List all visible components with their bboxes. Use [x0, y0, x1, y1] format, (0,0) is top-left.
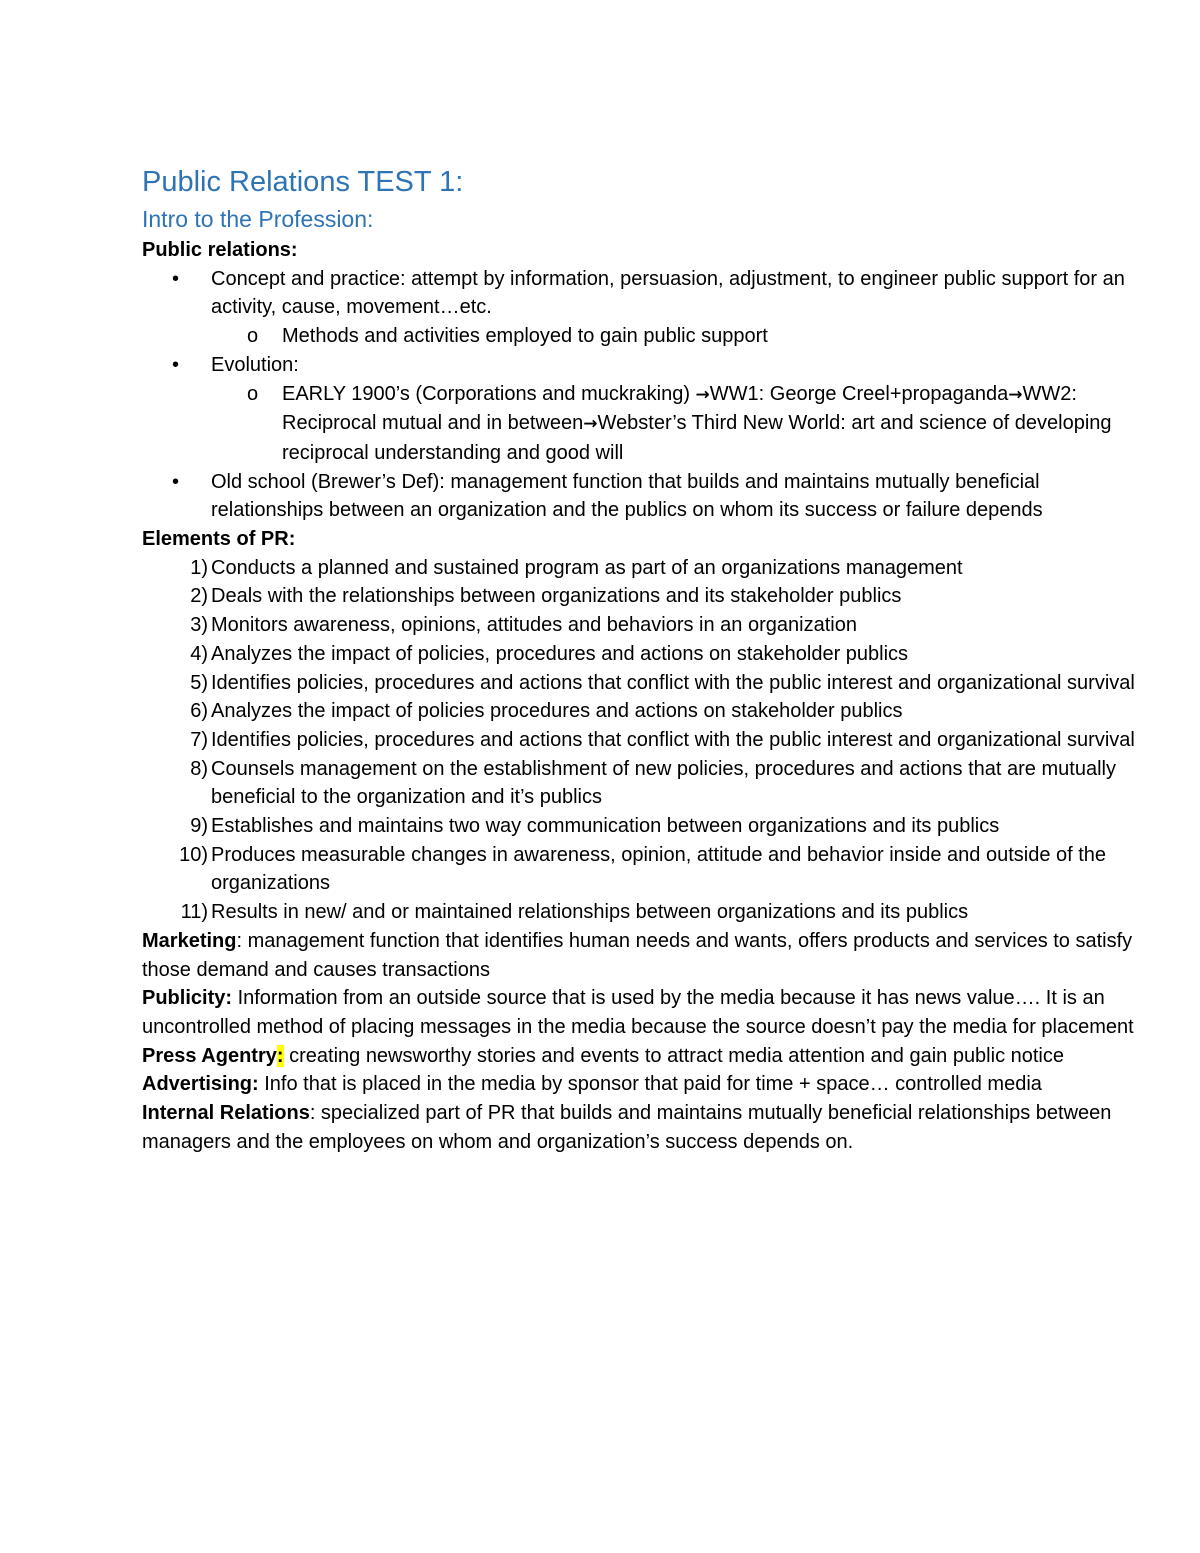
definition-advertising — [142, 1070, 1142, 1099]
evolution-text: WW2: Reciprocal mutual and in between — [282, 382, 1077, 435]
evolution-text: WW1: George Creel+propaganda — [709, 382, 1009, 405]
item-text: Identifies policies, procedures and actions that conflict with the public interest and organizational survival — [211, 728, 1135, 751]
document-title: Public Relations TEST 1: — [142, 166, 464, 198]
bullet-icon: • — [172, 267, 180, 290]
arrow-icon: → — [695, 384, 710, 405]
definition-text: Information from an outside source that is used by the media because it has news value…. It is an uncontrolled method of placing messages in the media because the source doesn’t pay the media for placement — [142, 987, 1134, 1038]
item-text: Conducts a planned and sustained program as part of an organizations management — [211, 556, 963, 579]
list-item — [142, 351, 1142, 380]
evolution-text: EARLY 1900’s (Corporations and muckraking) — [282, 382, 696, 405]
section-heading: Intro to the Profession: — [142, 206, 374, 232]
definition-text: specialized part of PR that builds and maintains mutually beneficial relationships between managers and the employees on whom and organization’s success depends on. — [142, 1102, 1112, 1153]
item-number: 7) — [190, 728, 208, 751]
evolution-text: Webster’s Third New World: art and science of developing reciprocal understanding and good will — [282, 412, 1112, 464]
item-text: Analyzes the impact of policies procedures and actions on stakeholder publics — [211, 700, 903, 723]
numbered-item — [142, 697, 1142, 726]
sub-bullet-icon: o — [247, 325, 259, 348]
list-item-text: Evolution: — [211, 353, 299, 376]
definition-text: creating newsworthy stories and events to attract media attention and gain public notice — [283, 1044, 1064, 1067]
item-number: 10) — [179, 843, 208, 866]
item-text: Establishes and maintains two way communication between organizations and its publics — [211, 815, 1000, 838]
definition-publicity — [142, 984, 1142, 1041]
item-text: Counsels management on the establishment of new policies, procedures and actions that are mutually beneficial to the organization and it’s publics — [211, 757, 1116, 809]
definition-colon: : — [236, 929, 243, 952]
item-number: 9) — [190, 815, 208, 838]
item-text: Identifies policies, procedures and actions that conflict with the public interest and organizational survival — [211, 671, 1135, 694]
item-text: Deals with the relationships between organizations and its stakeholder publics — [211, 585, 902, 608]
item-text: Monitors awareness, opinions, attitudes and behaviors in an organization — [211, 614, 857, 637]
list-item-text: Methods and activities employed to gain public support — [282, 325, 768, 348]
list-item-text: Concept and practice: attempt by information, persuasion, adjustment, to engineer public support for an activity, cause, movement…etc. — [211, 267, 1125, 319]
numbered-item — [142, 841, 1142, 898]
item-number: 11) — [180, 901, 208, 924]
public-relations-heading: Public relations: — [142, 239, 298, 261]
document-content — [142, 162, 1142, 1157]
definition-term: Internal Relations — [142, 1102, 310, 1125]
definition-term: Marketing — [142, 929, 237, 952]
definition-marketing — [142, 927, 1142, 984]
numbered-item — [142, 669, 1142, 698]
item-number: 1) — [190, 556, 208, 579]
item-number: 6) — [190, 700, 208, 723]
definition-term: Publicity: — [142, 987, 233, 1010]
definition-term: Press Agentry — [142, 1044, 277, 1067]
item-number: 8) — [190, 757, 208, 780]
definition-internal-relations — [142, 1099, 1142, 1156]
numbered-item — [142, 582, 1142, 611]
numbered-item — [142, 640, 1142, 669]
item-number: 4) — [190, 642, 208, 665]
bullet-icon: • — [172, 353, 180, 376]
list-item — [142, 468, 1142, 525]
numbered-item — [142, 611, 1142, 640]
list-item — [142, 380, 1142, 468]
definition-text: management function that identifies human needs and wants, offers products and services to satisfy those demand and causes transactions — [142, 929, 1133, 981]
bullet-icon: • — [172, 470, 180, 493]
definition-press-agentry — [142, 1042, 1142, 1071]
arrow-icon: → — [1008, 384, 1023, 405]
numbered-item — [142, 726, 1142, 755]
highlighted-colon: : — [276, 1044, 284, 1067]
list-item — [142, 265, 1142, 322]
list-item — [142, 322, 1142, 351]
definition-text: Info that is placed in the media by sponsor that paid for time + space… controlled media — [258, 1073, 1042, 1096]
elements-heading: Elements of PR: — [142, 528, 296, 551]
definition-colon: : — [309, 1102, 316, 1125]
item-text: Analyzes the impact of policies, procedures and actions on stakeholder publics — [211, 642, 909, 665]
list-item-text: Old school (Brewer’s Def): management function that builds and maintains mutually beneficial relationships between an organization and the publics on whom its success or failure depends — [211, 470, 1043, 522]
elements-list — [142, 554, 1142, 927]
item-number: 2) — [190, 585, 208, 608]
numbered-item — [142, 898, 1142, 927]
definition-term: Advertising: — [142, 1073, 259, 1096]
numbered-item — [142, 554, 1142, 583]
item-text: Produces measurable changes in awareness, opinion, attitude and behavior inside and outside of the organizations — [211, 843, 1107, 895]
numbered-item — [142, 812, 1142, 841]
item-number: 5) — [190, 671, 208, 694]
item-number: 3) — [190, 614, 208, 637]
item-text: Results in new/ and or maintained relationships between organizations and its publics — [211, 901, 969, 924]
sub-bullet-icon: o — [247, 382, 259, 405]
arrow-icon: → — [583, 414, 598, 435]
numbered-item — [142, 755, 1142, 812]
